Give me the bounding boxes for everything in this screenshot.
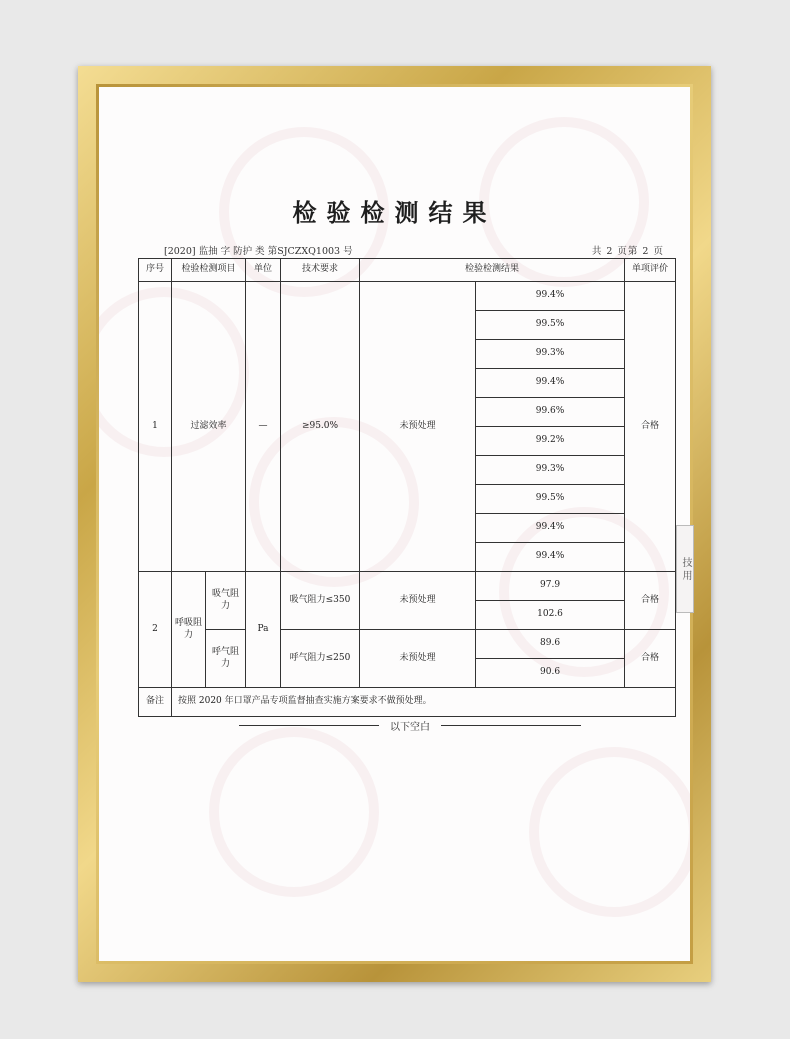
page-number: 共 2 页第 2 页 [591,246,664,257]
filtration-value: 99.6% [476,398,625,427]
col-header-requirement: 技术要求 [281,259,360,282]
table-row [139,572,676,601]
remarks-text: 按照 2020 年口罩产品专项监督抽查实施方案要求不做预处理。 [172,688,676,717]
filtration-value: 99.4% [476,282,625,311]
filtration-value: 99.4% [476,543,625,572]
exhale-value: 89.6 [476,630,625,659]
col-header-unit: 单位 [246,259,281,282]
remarks-row [139,688,676,717]
report-page [99,87,690,961]
frame-inner-border [96,84,693,964]
filtration-value: 99.5% [476,311,625,340]
col-header-evaluation: 单项评价 [625,259,676,282]
filtration-value: 99.5% [476,485,625,514]
exhale-evaluation: 合格 [625,630,676,688]
filtration-seq: 1 [139,282,172,572]
exhale-value: 90.6 [476,659,625,688]
filtration-value: 99.4% [476,369,625,398]
inhale-value: 97.9 [476,572,625,601]
col-header-seq: 序号 [139,259,172,282]
watermark-stamp [209,727,379,897]
adjacent-page-edge: 技 用 [676,525,694,613]
remarks-label: 备注 [139,688,172,717]
inhale-requirement: 吸气阻力≤350 [281,572,360,630]
filtration-item: 过滤效率 [172,282,246,572]
filtration-unit: — [246,282,281,572]
report-reference: [2020] 监抽 字 防护 类 第SJCZXQ1003 号 [164,246,353,257]
inhale-condition: 未预处理 [360,572,476,630]
blank-below-text: 以下空白 [390,722,430,733]
resistance-item: 呼吸阻力 [172,572,206,688]
divider-line [441,725,581,726]
table-row [139,630,676,659]
col-header-result: 检验检测结果 [360,259,625,282]
exhale-sub-item: 呼气阻力 [206,630,246,688]
col-header-item: 检验检测项目 [172,259,246,282]
exhale-requirement: 呼气阻力≤250 [281,630,360,688]
filtration-requirement: ≥95.0% [281,282,360,572]
results-table [138,258,676,717]
inhale-sub-item: 吸气阻力 [206,572,246,630]
resistance-seq: 2 [139,572,172,688]
resistance-unit: Pa [246,572,281,688]
filtration-value: 99.3% [476,340,625,369]
inhale-value: 102.6 [476,601,625,630]
inhale-evaluation: 合格 [625,572,676,630]
picture-frame [78,66,711,982]
filtration-value: 99.4% [476,514,625,543]
exhale-condition: 未预处理 [360,630,476,688]
filtration-evaluation: 合格 [625,282,676,572]
blank-below-marker [239,718,581,732]
filtration-value: 99.2% [476,427,625,456]
filtration-value: 99.3% [476,456,625,485]
filtration-condition: 未预处理 [360,282,476,572]
table-header-row [139,259,676,282]
table-row [139,282,676,311]
watermark-stamp [529,747,690,917]
page-title: 检验检测结果 [292,198,497,227]
